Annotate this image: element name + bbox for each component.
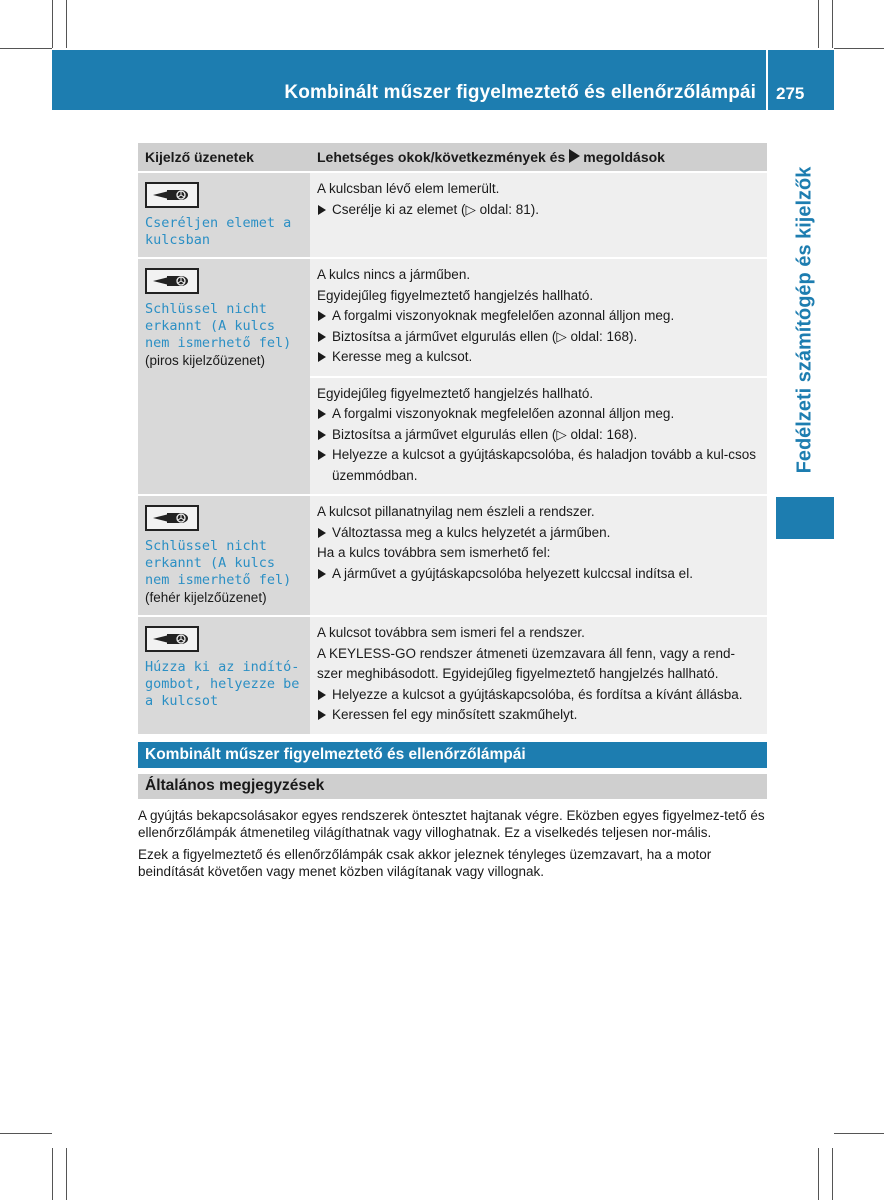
solution-cell bbox=[310, 377, 767, 496]
display-message-cell bbox=[138, 616, 310, 735]
solution-line: A kulcsot pillanatnyilag nem észleli a rendszer. bbox=[317, 504, 595, 519]
solution-line: A kulcsban lévő elem lemerült. bbox=[317, 181, 500, 196]
crop-mark bbox=[818, 0, 819, 48]
solution-line: Egyidejűleg figyelmeztető hangjelzés hallható. bbox=[317, 287, 594, 303]
crop-mark bbox=[818, 1148, 819, 1200]
page-number: 275 bbox=[776, 84, 805, 103]
display-message: Húzza ki az indító-gombot, helyezze be a kulcsot bbox=[145, 659, 300, 709]
solution-bullet: A járművet a gyújtáskapcsolóba helyezett kulccsal indítsa el. bbox=[317, 564, 760, 585]
col-header-solutions-b: megoldások bbox=[583, 149, 665, 165]
solution-bullet: Helyezze a kulcsot a gyújtáskapcsolóba, és haladjon tovább a kul-csos üzemmódban. bbox=[317, 445, 760, 486]
section-heading bbox=[138, 742, 767, 768]
col-header-messages: Kijelző üzenetek bbox=[138, 143, 310, 172]
solution-bullet: Biztosítsa a járművet elgurulás ellen (▷ oldal: 168). bbox=[317, 327, 760, 348]
crop-mark bbox=[52, 1148, 53, 1200]
solution-line: Ha a kulcs továbbra sem ismerhető fel: bbox=[317, 545, 551, 560]
solution-line: Egyidejűleg figyelmeztető hangjelzés hallható. bbox=[317, 385, 594, 401]
body-paragraph: A gyújtás bekapcsolásakor egyes rendszerek öntesztet hajtanak végre. Eközben egyes figyelmez-tető és ellenőrzőlámpák átmenetileg világíthatnak vagy villoghatnak. Ez a viselkedés teljesen nor-mális. bbox=[138, 808, 765, 840]
solution-bullet: Cserélje ki az elemet (▷ oldal: 81). bbox=[317, 200, 760, 221]
display-message: Schlüssel nicht erkannt (A kulcs nem ismerhető fel) bbox=[145, 301, 292, 351]
crop-mark bbox=[0, 48, 52, 49]
col-header-solutions bbox=[310, 143, 767, 172]
solution-bullet: A forgalmi viszonyoknak megfelelően azonnal álljon meg. bbox=[317, 404, 760, 425]
solution-bullet: A forgalmi viszonyoknak megfelelően azonnal álljon meg. bbox=[317, 306, 760, 327]
message-table bbox=[138, 143, 767, 736]
section-body bbox=[138, 807, 767, 885]
crop-mark bbox=[832, 0, 833, 48]
car-key-icon bbox=[145, 626, 199, 652]
crop-mark bbox=[66, 1148, 67, 1200]
page-number-box bbox=[768, 50, 834, 110]
side-tab-label: Fedélzeti számítógép és kijelzők bbox=[793, 166, 816, 474]
solution-bullet: Változtassa meg a kulcs helyzetét a járműben. bbox=[317, 523, 760, 544]
display-message-cell bbox=[138, 172, 310, 258]
solution-line: A KEYLESS-GO rendszer átmeneti üzemzavara áll fenn, vagy a rend-szer meghibásodott. Egyidejűleg figyelmeztető hangjelzés hallható. bbox=[317, 645, 735, 681]
display-message-note: (fehér kijelzőüzenet) bbox=[145, 590, 267, 605]
display-message-note: (piros kijelzőüzenet) bbox=[145, 353, 266, 368]
display-message-cell bbox=[138, 495, 310, 616]
solution-bullet: Keressen fel egy minősített szakműhelyt. bbox=[317, 705, 760, 726]
arrow-right-icon bbox=[569, 149, 580, 163]
crop-mark bbox=[52, 0, 53, 48]
crop-mark bbox=[834, 1133, 884, 1134]
crop-mark bbox=[834, 48, 884, 49]
car-key-icon bbox=[145, 505, 199, 531]
page-title: Kombinált műszer figyelmeztető és ellenőrzőlámpái bbox=[284, 82, 756, 103]
display-message-cell bbox=[138, 258, 310, 495]
solution-cell bbox=[310, 616, 767, 735]
col-header-solutions-a: Lehetséges okok/következmények és bbox=[317, 149, 566, 165]
header-band bbox=[52, 50, 766, 110]
crop-mark bbox=[0, 1133, 52, 1134]
solution-bullet: Helyezze a kulcsot a gyújtáskapcsolóba, és fordítsa a kívánt állásba. bbox=[317, 685, 760, 706]
solution-bullet: Keresse meg a kulcsot. bbox=[317, 347, 760, 368]
table-row bbox=[138, 258, 767, 377]
solution-line: A kulcsot továbbra sem ismeri fel a rendszer. bbox=[317, 625, 585, 640]
display-message: Cseréljen elemet a kulcsban bbox=[145, 215, 292, 248]
section-subheading-text: Általános megjegyzések bbox=[145, 777, 325, 794]
side-tab-marker bbox=[776, 497, 834, 539]
display-message: Schlüssel nicht erkannt (A kulcs nem ismerhető fel) bbox=[145, 538, 292, 588]
crop-mark bbox=[832, 1148, 833, 1200]
table-header-row bbox=[138, 143, 767, 172]
solution-cell bbox=[310, 495, 767, 616]
car-key-icon bbox=[145, 268, 199, 294]
solution-line: A kulcs nincs a járműben. bbox=[317, 267, 471, 282]
solution-cell bbox=[310, 172, 767, 258]
table-row bbox=[138, 172, 767, 258]
crop-mark bbox=[66, 0, 67, 48]
car-key-icon bbox=[145, 182, 199, 208]
table-row bbox=[138, 616, 767, 735]
section-subheading bbox=[138, 774, 767, 799]
solution-cell bbox=[310, 258, 767, 377]
table-row bbox=[138, 495, 767, 616]
solution-bullet: Biztosítsa a járművet elgurulás ellen (▷ oldal: 168). bbox=[317, 425, 760, 446]
body-paragraph: Ezek a figyelmeztető és ellenőrzőlámpák csak akkor jeleznek tényleges üzemzavart, ha a motor beindítását követően vagy menet közben világítanak vagy villognak. bbox=[138, 847, 712, 879]
section-heading-text: Kombinált műszer figyelmeztető és ellenőrzőlámpái bbox=[145, 746, 526, 763]
